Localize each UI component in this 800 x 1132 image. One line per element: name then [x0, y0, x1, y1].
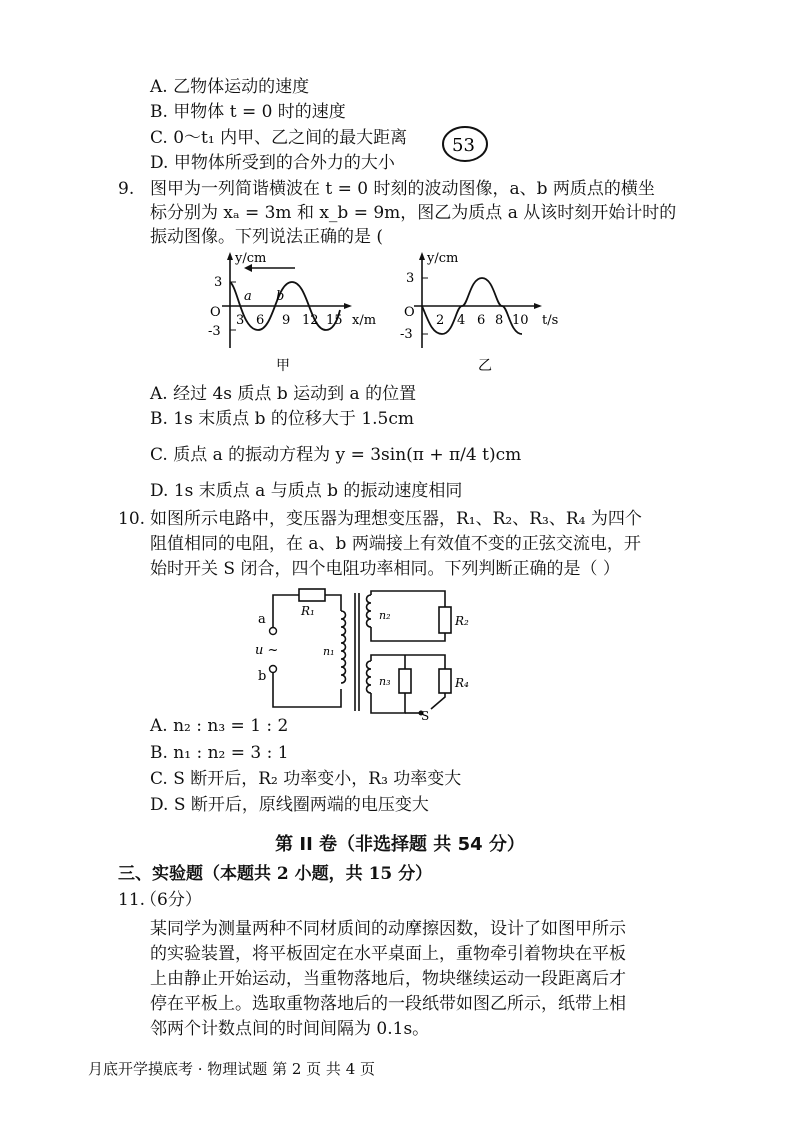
q9-option-d: D. 1s 末质点 a 与质点 b 的振动速度相同: [150, 481, 463, 501]
q8-option-c: C. 0～t₁ 内甲、乙之间的最大距离: [150, 128, 408, 148]
q11-stem-line-5: 邻两个计数点间的时间间隔为 0.1s。: [150, 1019, 430, 1039]
q9-stem-line-1: 图甲为一列简谐横波在 t = 0 时刻的波动图像，a、b 两质点的横坐: [150, 179, 655, 199]
label-r1: R₁: [301, 604, 315, 618]
graph-jia: [200, 248, 380, 373]
switch-s: S: [421, 709, 430, 720]
q8-option-a: A. 乙物体运动的速度: [150, 77, 310, 97]
graph-yi: [398, 248, 578, 373]
jia-xtick-3: 3: [236, 313, 245, 328]
section-title: 第 II 卷（非选择题 共 54 分）: [275, 834, 525, 855]
resistor-r3: [399, 669, 411, 693]
q9-option-a: A. 经过 4s 质点 b 运动到 a 的位置: [150, 384, 417, 404]
label-r2: R₂: [455, 614, 469, 628]
primary-coil: [341, 611, 346, 683]
section-heading: 三、实验题（本题共 2 小题，共 15 分）: [118, 864, 433, 884]
q10-number: 10.: [118, 509, 146, 529]
terminal-b: b: [258, 669, 267, 684]
jia-point-b: b: [276, 289, 285, 304]
label-n2: n₂: [379, 609, 391, 622]
jia-ylabel: y/cm: [235, 251, 267, 266]
jia-xtick-12: 12: [302, 313, 319, 328]
handwritten-annotation: [440, 122, 490, 166]
label-n3: n₃: [379, 675, 391, 688]
q8-option-d: D. 甲物体所受到的合外力的大小: [150, 153, 395, 173]
q10-stem-line-2: 阻值相同的电阻，在 a、b 两端接上有效值不变的正弦交流电，开: [150, 534, 641, 554]
jia-xtick-6: 6: [256, 313, 265, 328]
q9-option-b: B. 1s 末质点 b 的位移大于 1.5cm: [150, 409, 415, 429]
resistor-r4: [439, 669, 451, 693]
yi-xtick-4: 4: [457, 313, 466, 328]
jia-point-a: a: [244, 289, 252, 304]
q11-stem-line-3: 上由静止开始运动，当重物落地后，物块继续运动一段距离后才: [150, 969, 626, 989]
yi-caption: 乙: [478, 358, 492, 373]
secondary-coil-n2: [367, 595, 372, 627]
q8-option-b: B. 甲物体 t = 0 时的速度: [150, 102, 346, 122]
q11-stem-line-2: 的实验装置，将平板固定在水平桌面上，重物牵引着物块在平板: [150, 944, 626, 964]
yi-xtick-8: 8: [495, 313, 504, 328]
q11-number: 11.: [118, 890, 146, 910]
yi-xlabel: t/s: [542, 313, 559, 328]
q11-score: （6分）: [140, 890, 202, 910]
jia-xtick-15: 15: [326, 313, 343, 328]
yi-xtick-10: 10: [512, 313, 529, 328]
yi-xtick-6: 6: [477, 313, 486, 328]
q9-stem-line-3: 振动图像。下列说法正确的是 (: [150, 227, 384, 247]
page-footer: 月底开学摸底考 · 物理试题 第 2 页 共 4 页: [88, 1060, 376, 1078]
resistor-r1: [299, 589, 325, 601]
q10-option-a: A. n₂ : n₃ = 1 : 2: [150, 716, 289, 736]
jia-xlabel: x/m: [352, 313, 377, 328]
source-u: u ~: [255, 643, 279, 658]
q10-stem-line-3: 始时开关 S 闭合，四个电阻功率相同。下列判断正确的是（ ）: [150, 559, 620, 579]
label-n1: n₁: [323, 645, 335, 658]
yi-ytick-3: 3: [406, 271, 415, 286]
q10-option-b: B. n₁ : n₂ = 3 : 1: [150, 743, 289, 763]
q11-stem-line-1: 某同学为测量两种不同材质间的动摩擦因数，设计了如图甲所示: [150, 919, 626, 939]
jia-ytick-3: 3: [214, 275, 223, 290]
q10-option-c: C. S 断开后，R₂ 功率变小，R₃ 功率变大: [150, 769, 462, 789]
jia-caption: 甲: [276, 358, 290, 373]
yi-ytick-neg3: -3: [400, 327, 413, 342]
q10-stem-line-1: 如图所示电路中，变压器为理想变压器，R₁、R₂、R₃、R₄ 为四个: [150, 509, 642, 529]
q9-option-c: C. 质点 a 的振动方程为 y = 3sin(π + π/4 t)cm: [150, 445, 522, 465]
jia-origin: O: [210, 305, 221, 320]
q10-option-d: D. S 断开后，原线圈两端的电压变大: [150, 795, 429, 815]
resistor-r2: [439, 607, 451, 633]
yi-origin: O: [404, 305, 415, 320]
jia-ytick-neg3: -3: [208, 324, 221, 339]
secondary-coil-n3: [367, 661, 372, 693]
yi-xtick-2: 2: [436, 313, 445, 328]
jia-xtick-9: 9: [282, 313, 291, 328]
label-r4: R₄: [455, 676, 469, 690]
q9-stem-line-2: 标分别为 xₐ = 3m 和 x_b = 9m，图乙为质点 a 从该时刻开始计时的: [150, 203, 677, 223]
yi-ylabel: y/cm: [427, 251, 459, 266]
terminal-a: a: [258, 612, 266, 627]
transformer-circuit: [245, 585, 495, 720]
q9-number: 9.: [118, 179, 135, 199]
annotation-text: 53: [452, 135, 475, 156]
q11-stem-line-4: 停在平板上。选取重物落地后的一段纸带如图乙所示，纸带上相: [150, 994, 626, 1014]
